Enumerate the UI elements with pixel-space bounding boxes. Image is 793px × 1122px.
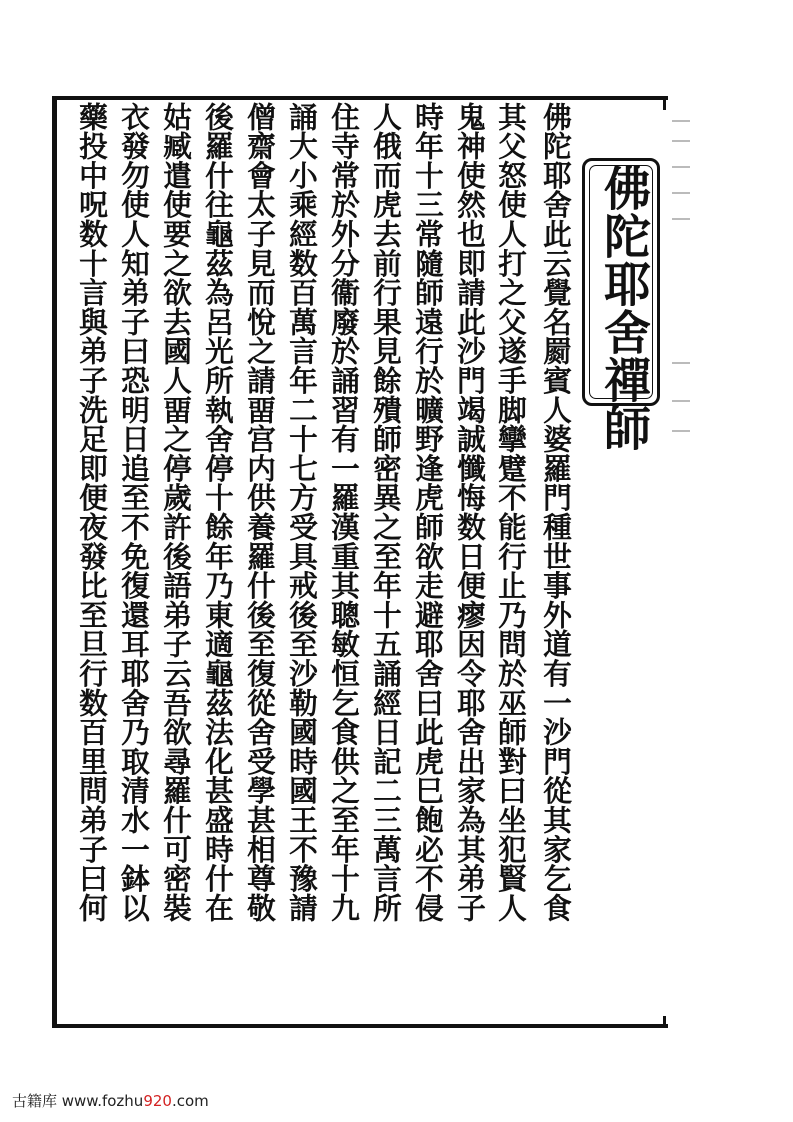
watermark-suffix: .com	[171, 1092, 209, 1110]
text-column-7: 誦大小乘經数百萬言年二十七方受具戒後至沙勒國時國王不豫請	[285, 102, 319, 923]
text-column-1: 佛陀耶舍此云覺名罽賓人婆羅門種世事外道有一沙門從其家乞食	[539, 102, 573, 923]
text-column-9: 後羅什往龜茲為呂光所執舍停十餘年乃東適龜茲法化甚盛時什在	[201, 102, 235, 923]
text-column-10: 姑臧遣使要之欲去國人畱之停歲許後語弟子云吾欲尋羅什可密裝	[159, 102, 193, 923]
text-column-4: 時年十三常隨師遠行於曠野逢虎師欲走避耶舍曰此虎巳飽必不侵	[411, 102, 445, 923]
text-column-5: 人俄而虎去前行果見餘殨師密異之至年十五誦經日記二三萬言所	[369, 102, 403, 923]
watermark-highlight: 920	[143, 1092, 172, 1110]
border-rule-bottom	[663, 1016, 666, 1028]
section-title: 佛陀耶舍禪師	[596, 164, 651, 452]
text-column-8: 僧齋會太子見而悅之請畱宫内供養羅什後至復從舍受學甚相尊敬	[243, 102, 277, 923]
site-watermark	[12, 1090, 209, 1112]
text-column-3: 鬼神使然也即請此沙門竭誠懺悔数日便瘳因令耶舍出家為其弟子	[453, 102, 487, 923]
text-column-6: 住寺常於外分衞廢於誦習有一羅漢重其聰敏恒乞食供之至年十九	[327, 102, 361, 923]
watermark-prefix: 古籍库 www.fozhu	[12, 1092, 144, 1110]
text-column-12: 藥投中呪数十言與弟子洗足即便夜發比至旦行数百里問弟子曰何	[75, 102, 109, 923]
text-column-2: 其父怒使人打之父遂手脚攣躄不能行止乃問於巫師對曰坐犯賢人	[494, 102, 528, 923]
border-rule-top	[663, 96, 666, 110]
text-column-11: 衣發勿使人知弟子曰恐明日追至不免復還耳耶舍乃取清水一鉢以	[117, 102, 151, 923]
adjacent-page-edge	[672, 100, 694, 1000]
